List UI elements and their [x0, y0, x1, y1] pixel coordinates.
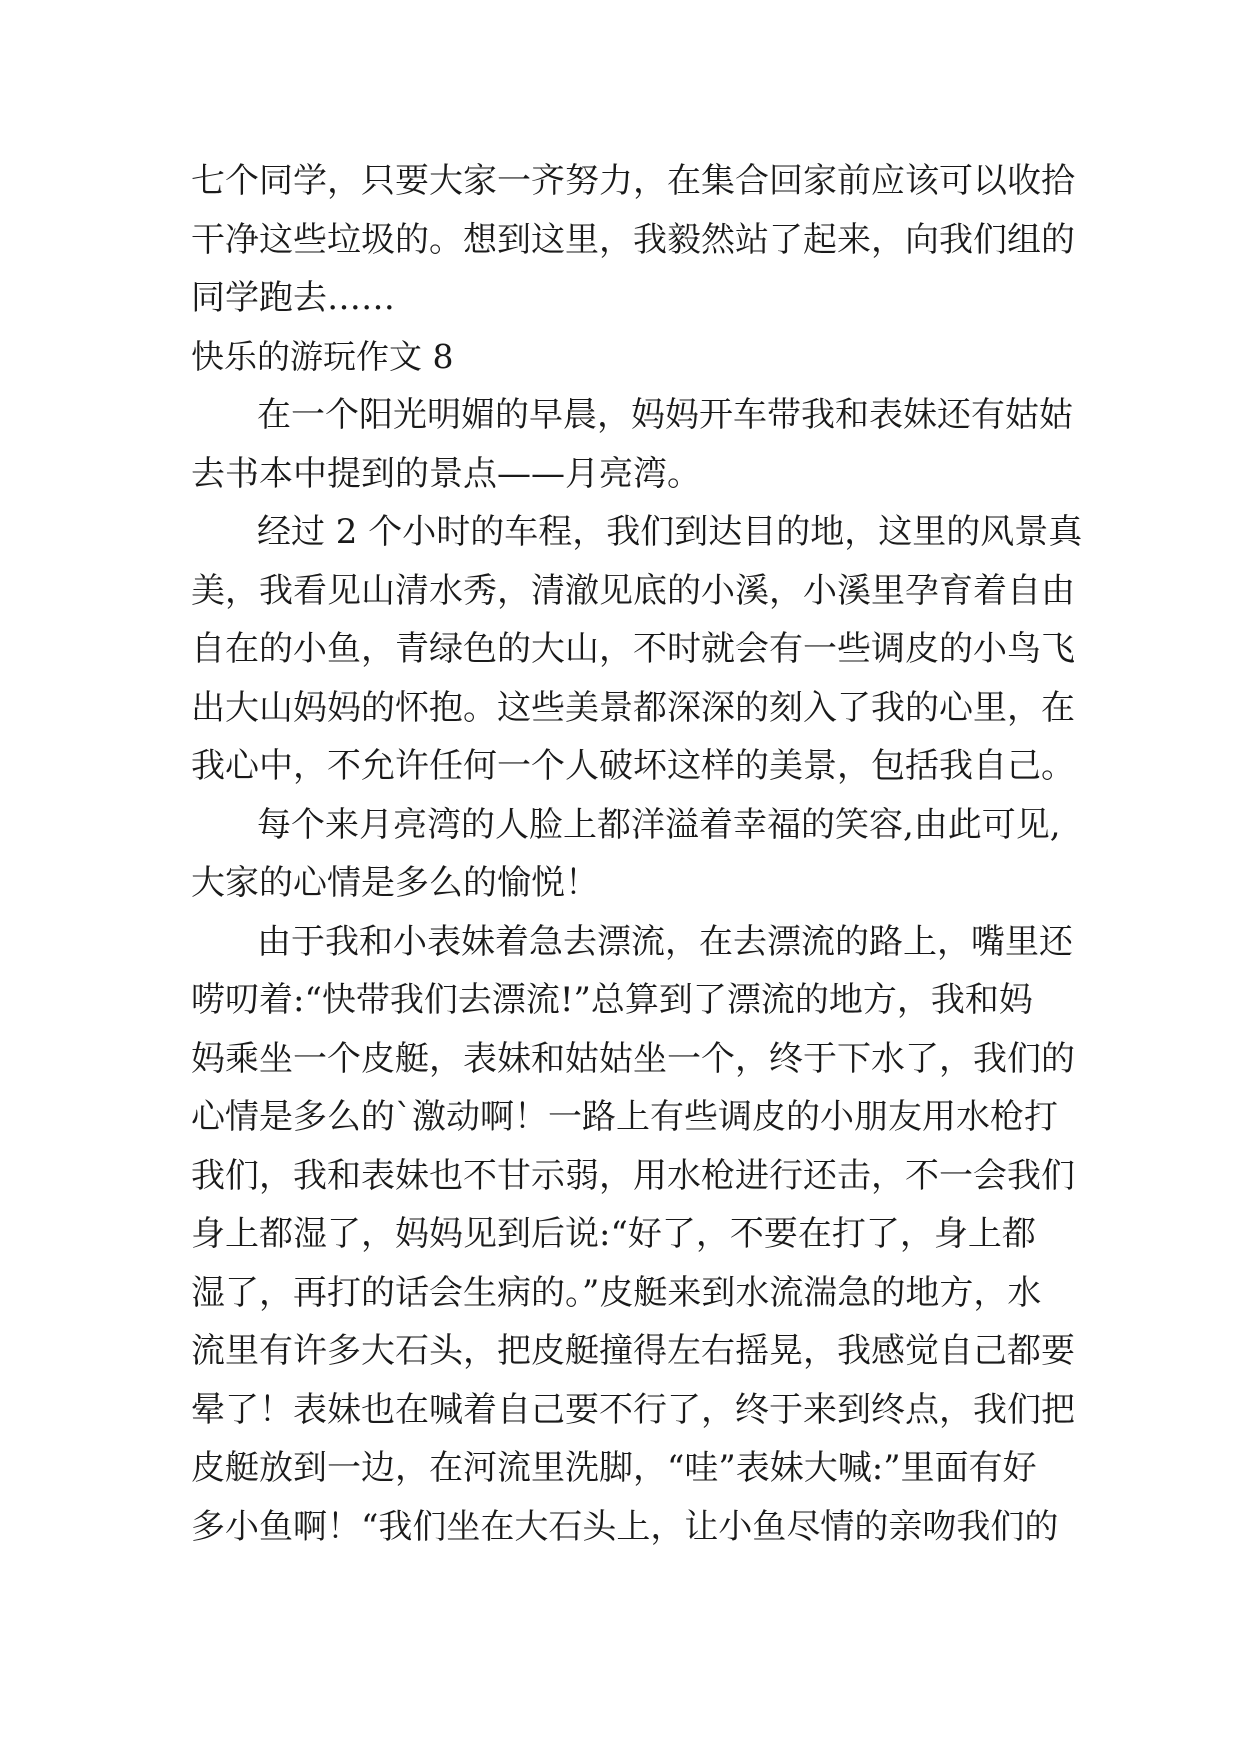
text-line: 自在的小鱼，青绿色的大山，不时就会有一些调皮的小鸟飞 — [191, 629, 1075, 669]
text-line: 湿了，再打的话会生病的。”皮艇来到水流湍急的地方，水 — [191, 1272, 1042, 1313]
paragraph-start-line: 每个来月亮湾的人脸上都洋溢着幸福的笑容,由此可见, — [257, 804, 1061, 845]
text-line: 妈乘坐一个皮艇，表妹和姑姑坐一个，终于下水了，我们的 — [191, 1038, 1075, 1079]
text-line: 晕了！表妹也在喊着自己要不行了，终于来到终点，我们把 — [191, 1389, 1075, 1430]
text-line: 流里有许多大石头，把皮艇撞得左右摇晃，我感觉自己都要 — [191, 1331, 1075, 1371]
text-line: 去书本中提到的景点——月亮湾。 — [191, 453, 701, 494]
text-line: 美，我看见山清水秀，清澈见底的小溪，小溪里孕育着自由 — [191, 570, 1075, 611]
text-line: 多小鱼啊！“我们坐在大石头上，让小鱼尽情的亲吻我们的 — [191, 1506, 1059, 1547]
text-line: 我心中，不允许任何一个人破坏这样的美景，包括我自己。 — [191, 746, 1075, 786]
text-line: 心情是多么的`激动啊！一路上有些调皮的小朋友用水枪打 — [191, 1097, 1058, 1137]
paragraph-start-line: 由于我和小表妹着急去漂流，在去漂流的路上，嘴里还 — [257, 921, 1073, 962]
text-line: 身上都湿了，妈妈见到后说:“好了，不要在打了，身上都 — [191, 1214, 1036, 1254]
text-line: 大家的心情是多么的愉悦！ — [191, 863, 599, 903]
paragraph-start-line: 经过 2 个小时的车程，我们到达目的地，这里的风景真 — [257, 512, 1083, 552]
essay-body — [191, 152, 1091, 1556]
essay-title: 快乐的游玩作文 8 — [191, 336, 454, 376]
text-line: 唠叨着:“快带我们去漂流!”总算到了漂流的地方，我和妈 — [191, 980, 1033, 1020]
text-line: 干净这些垃圾的。想到这里，我毅然站了起来，向我们组的 — [191, 219, 1075, 260]
text-line: 我们，我和表妹也不甘示弱，用水枪进行还击，不一会我们 — [191, 1155, 1075, 1196]
paragraph-start-line: 在一个阳光明媚的早晨，妈妈开车带我和表妹还有姑姑 — [257, 395, 1073, 435]
text-line: 同学跑去…… — [191, 278, 395, 318]
text-line: 七个同学，只要大家一齐努力，在集合回家前应该可以收拾 — [191, 161, 1075, 201]
text-line: 皮艇放到一边，在河流里洗脚，“哇”表妹大喊:”里面有好 — [191, 1448, 1037, 1488]
text-line: 出大山妈妈的怀抱。这些美景都深深的刻入了我的心里，在 — [191, 687, 1075, 728]
